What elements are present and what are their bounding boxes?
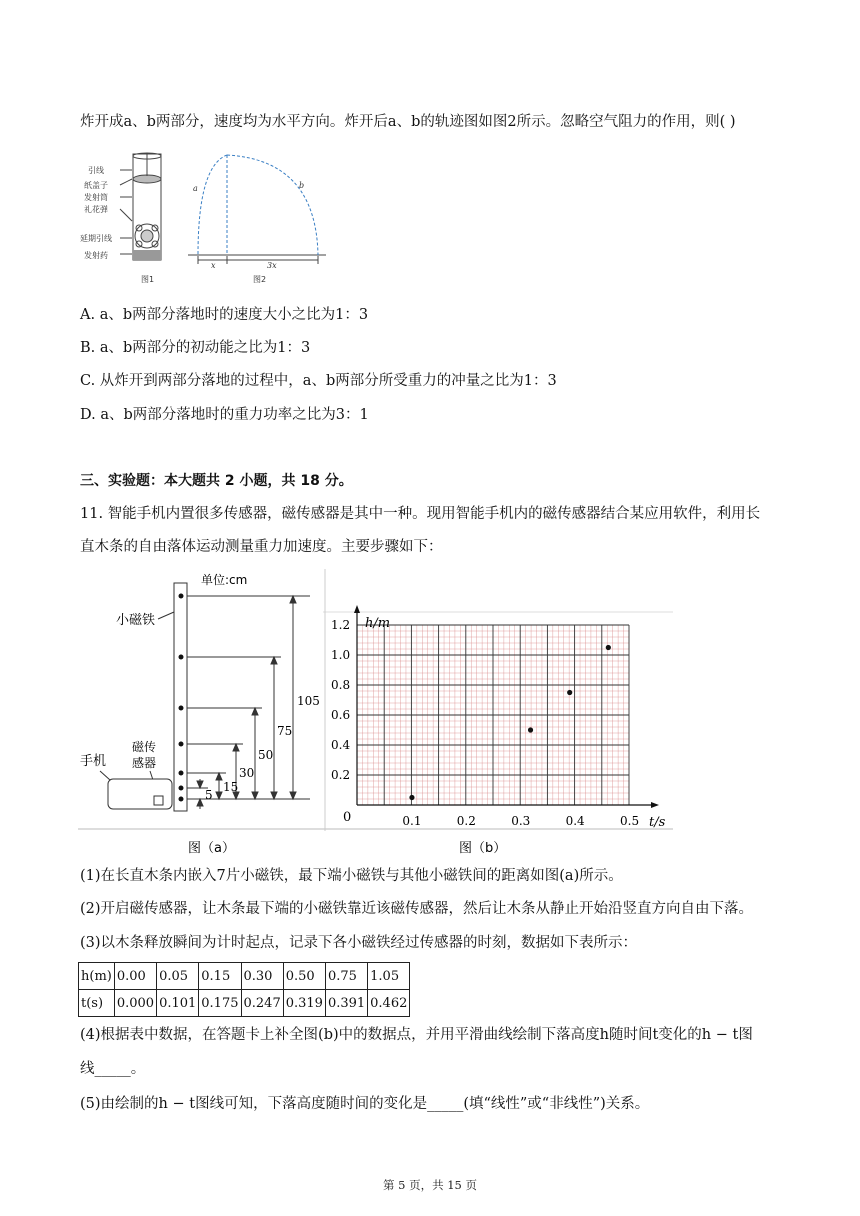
step-3: (3)以木条释放瞬间为计时起点，记录下各小磁铁经过传感器的时刻，数据如下表所示： xyxy=(80,935,638,951)
y-tick-label: 1.2 xyxy=(331,618,351,632)
y-tick-label: 0.2 xyxy=(331,768,351,782)
table-cell: 0.75 xyxy=(325,963,367,990)
fig1-label: 礼花弹 xyxy=(84,205,108,214)
data-point xyxy=(567,690,572,695)
section-header: 三、实验题：本大题共 2 小题，共 18 分。 xyxy=(80,473,353,489)
table-cell: 0.175 xyxy=(199,990,241,1017)
dim-50: 50 xyxy=(258,748,274,762)
table-cell: 1.05 xyxy=(368,963,410,990)
sensor-icon xyxy=(154,796,163,805)
table-cell: 0.000 xyxy=(114,990,156,1017)
step-5: (5)由绘制的h − t图线可知，下落高度随时间的变化是_____(填“线性”或“非线性”)关系。 xyxy=(80,1096,650,1112)
dim-30: 30 xyxy=(239,766,255,780)
y-tick-label: 0.8 xyxy=(331,678,351,692)
figure-b-caption: 图（b） xyxy=(459,841,507,856)
origin-label: 0 xyxy=(343,810,352,825)
dim-75: 75 xyxy=(277,724,293,738)
data-points xyxy=(409,645,611,800)
table-cell: 0.00 xyxy=(114,963,156,990)
data-point xyxy=(409,795,414,800)
y-tick-labels xyxy=(331,618,350,782)
fig2-caption: 图2 xyxy=(253,275,267,284)
dim-5: 5 xyxy=(205,788,213,802)
fig1-label: 发射筒 xyxy=(84,193,108,202)
x-tick-label: 0.3 xyxy=(511,814,531,828)
distance-3x-label: 3x xyxy=(267,261,277,270)
question-11-line1: 11. 智能手机内置很多传感器，磁传感器是其中一种。现用智能手机内的磁传感器结合某应用软件，利用长 xyxy=(80,506,761,522)
table-cell: 0.101 xyxy=(157,990,199,1017)
page-footer: 第 5 页，共 15 页 xyxy=(382,1178,478,1192)
table-cell: 0.462 xyxy=(368,990,410,1017)
distance-x-label: x xyxy=(211,261,216,270)
x-tick-label: 0.2 xyxy=(456,814,476,828)
table-cell: t(s) xyxy=(79,990,115,1017)
y-axis-label: h/m xyxy=(365,616,391,631)
data-point xyxy=(606,645,611,650)
table-cell: 0.391 xyxy=(325,990,367,1017)
unit-label: 单位:cm xyxy=(201,573,248,587)
data-point xyxy=(528,727,533,732)
table-cell: 0.247 xyxy=(241,990,283,1017)
trajectory-b-label: b xyxy=(299,181,305,190)
step-4-line2: 线_____。 xyxy=(80,1061,146,1077)
fig1-label: 延期引线 xyxy=(80,234,112,243)
option-a: A. a、b两部分落地时的速度大小之比为1：3 xyxy=(80,307,369,323)
table-cell: 0.05 xyxy=(157,963,199,990)
x-tick-labels xyxy=(402,814,639,828)
x-axis-arrow xyxy=(651,802,659,808)
step-1: (1)在长直木条内嵌入7片小磁铁，最下端小磁铁与其他小磁铁间的距离如图(a)所示。 xyxy=(80,868,623,884)
figure-a xyxy=(78,569,323,859)
trajectory-diagram xyxy=(188,155,326,264)
question-stem: 炸开成a、b两部分，速度均为水平方向。炸开后a、b的轨迹图如图2所示。忽略空气阻力的作用，则( ) xyxy=(80,114,736,130)
option-c: C. 从炸开到两部分落地的过程中，a、b两部分所受重力的冲量之比为1：3 xyxy=(80,373,557,389)
fig1-caption: 图1 xyxy=(141,275,155,284)
option-b: B. a、b两部分的初动能之比为1：3 xyxy=(80,340,311,356)
table-cell: 0.319 xyxy=(283,990,325,1017)
option-d: D. a、b两部分落地时的重力功率之比为3：1 xyxy=(80,407,369,423)
phone-label: 手机 xyxy=(80,754,107,769)
x-axis-label: t/s xyxy=(649,815,666,830)
magnet-label: 小磁铁 xyxy=(116,613,156,628)
x-tick-label: 0.4 xyxy=(565,814,585,828)
table-cell: 0.50 xyxy=(283,963,325,990)
y-axis-arrow xyxy=(354,605,360,613)
launcher-diagram xyxy=(120,153,161,260)
figure-b-chart xyxy=(323,569,673,859)
y-tick-label: 1.0 xyxy=(331,648,351,662)
table-cell: 0.15 xyxy=(199,963,241,990)
figure-a-caption: 图（a） xyxy=(188,841,235,856)
fig1-label: 引线 xyxy=(88,166,104,175)
step-2: (2)开启磁传感器，让木条最下端的小磁铁靠近该磁传感器，然后让木条从静止开始沿竖直方向自由下落。 xyxy=(80,901,754,917)
step-4-line1: (4)根据表中数据，在答题卡上补全图(b)中的数据点，并用平滑曲线绘制下落高度h随时间t变化的h − t图 xyxy=(80,1027,753,1043)
table-row xyxy=(79,963,410,990)
fig1-label: 纸盖子 xyxy=(84,181,108,190)
grid-major xyxy=(357,625,629,805)
table-cell: h(m) xyxy=(79,963,115,990)
question-11-line2: 直木条的自由落体运动测量重力加速度。主要步骤如下： xyxy=(80,539,443,555)
dim-105: 105 xyxy=(297,694,320,708)
x-tick-label: 0.5 xyxy=(620,814,640,828)
dim-15: 15 xyxy=(223,780,239,794)
fig1-label: 发射药 xyxy=(84,251,108,260)
sensor-label-2: 感器 xyxy=(132,756,157,770)
x-tick-label: 0.1 xyxy=(402,814,422,828)
table-cell: 0.30 xyxy=(241,963,283,990)
y-tick-label: 0.6 xyxy=(331,708,351,722)
sensor-label-1: 磁传 xyxy=(132,740,157,754)
trajectory-a-label: a xyxy=(193,184,198,193)
y-tick-label: 0.4 xyxy=(331,738,351,752)
figure-1-2 xyxy=(80,146,330,291)
table-row xyxy=(79,990,410,1017)
data-table xyxy=(78,962,410,1017)
axes xyxy=(354,605,659,808)
